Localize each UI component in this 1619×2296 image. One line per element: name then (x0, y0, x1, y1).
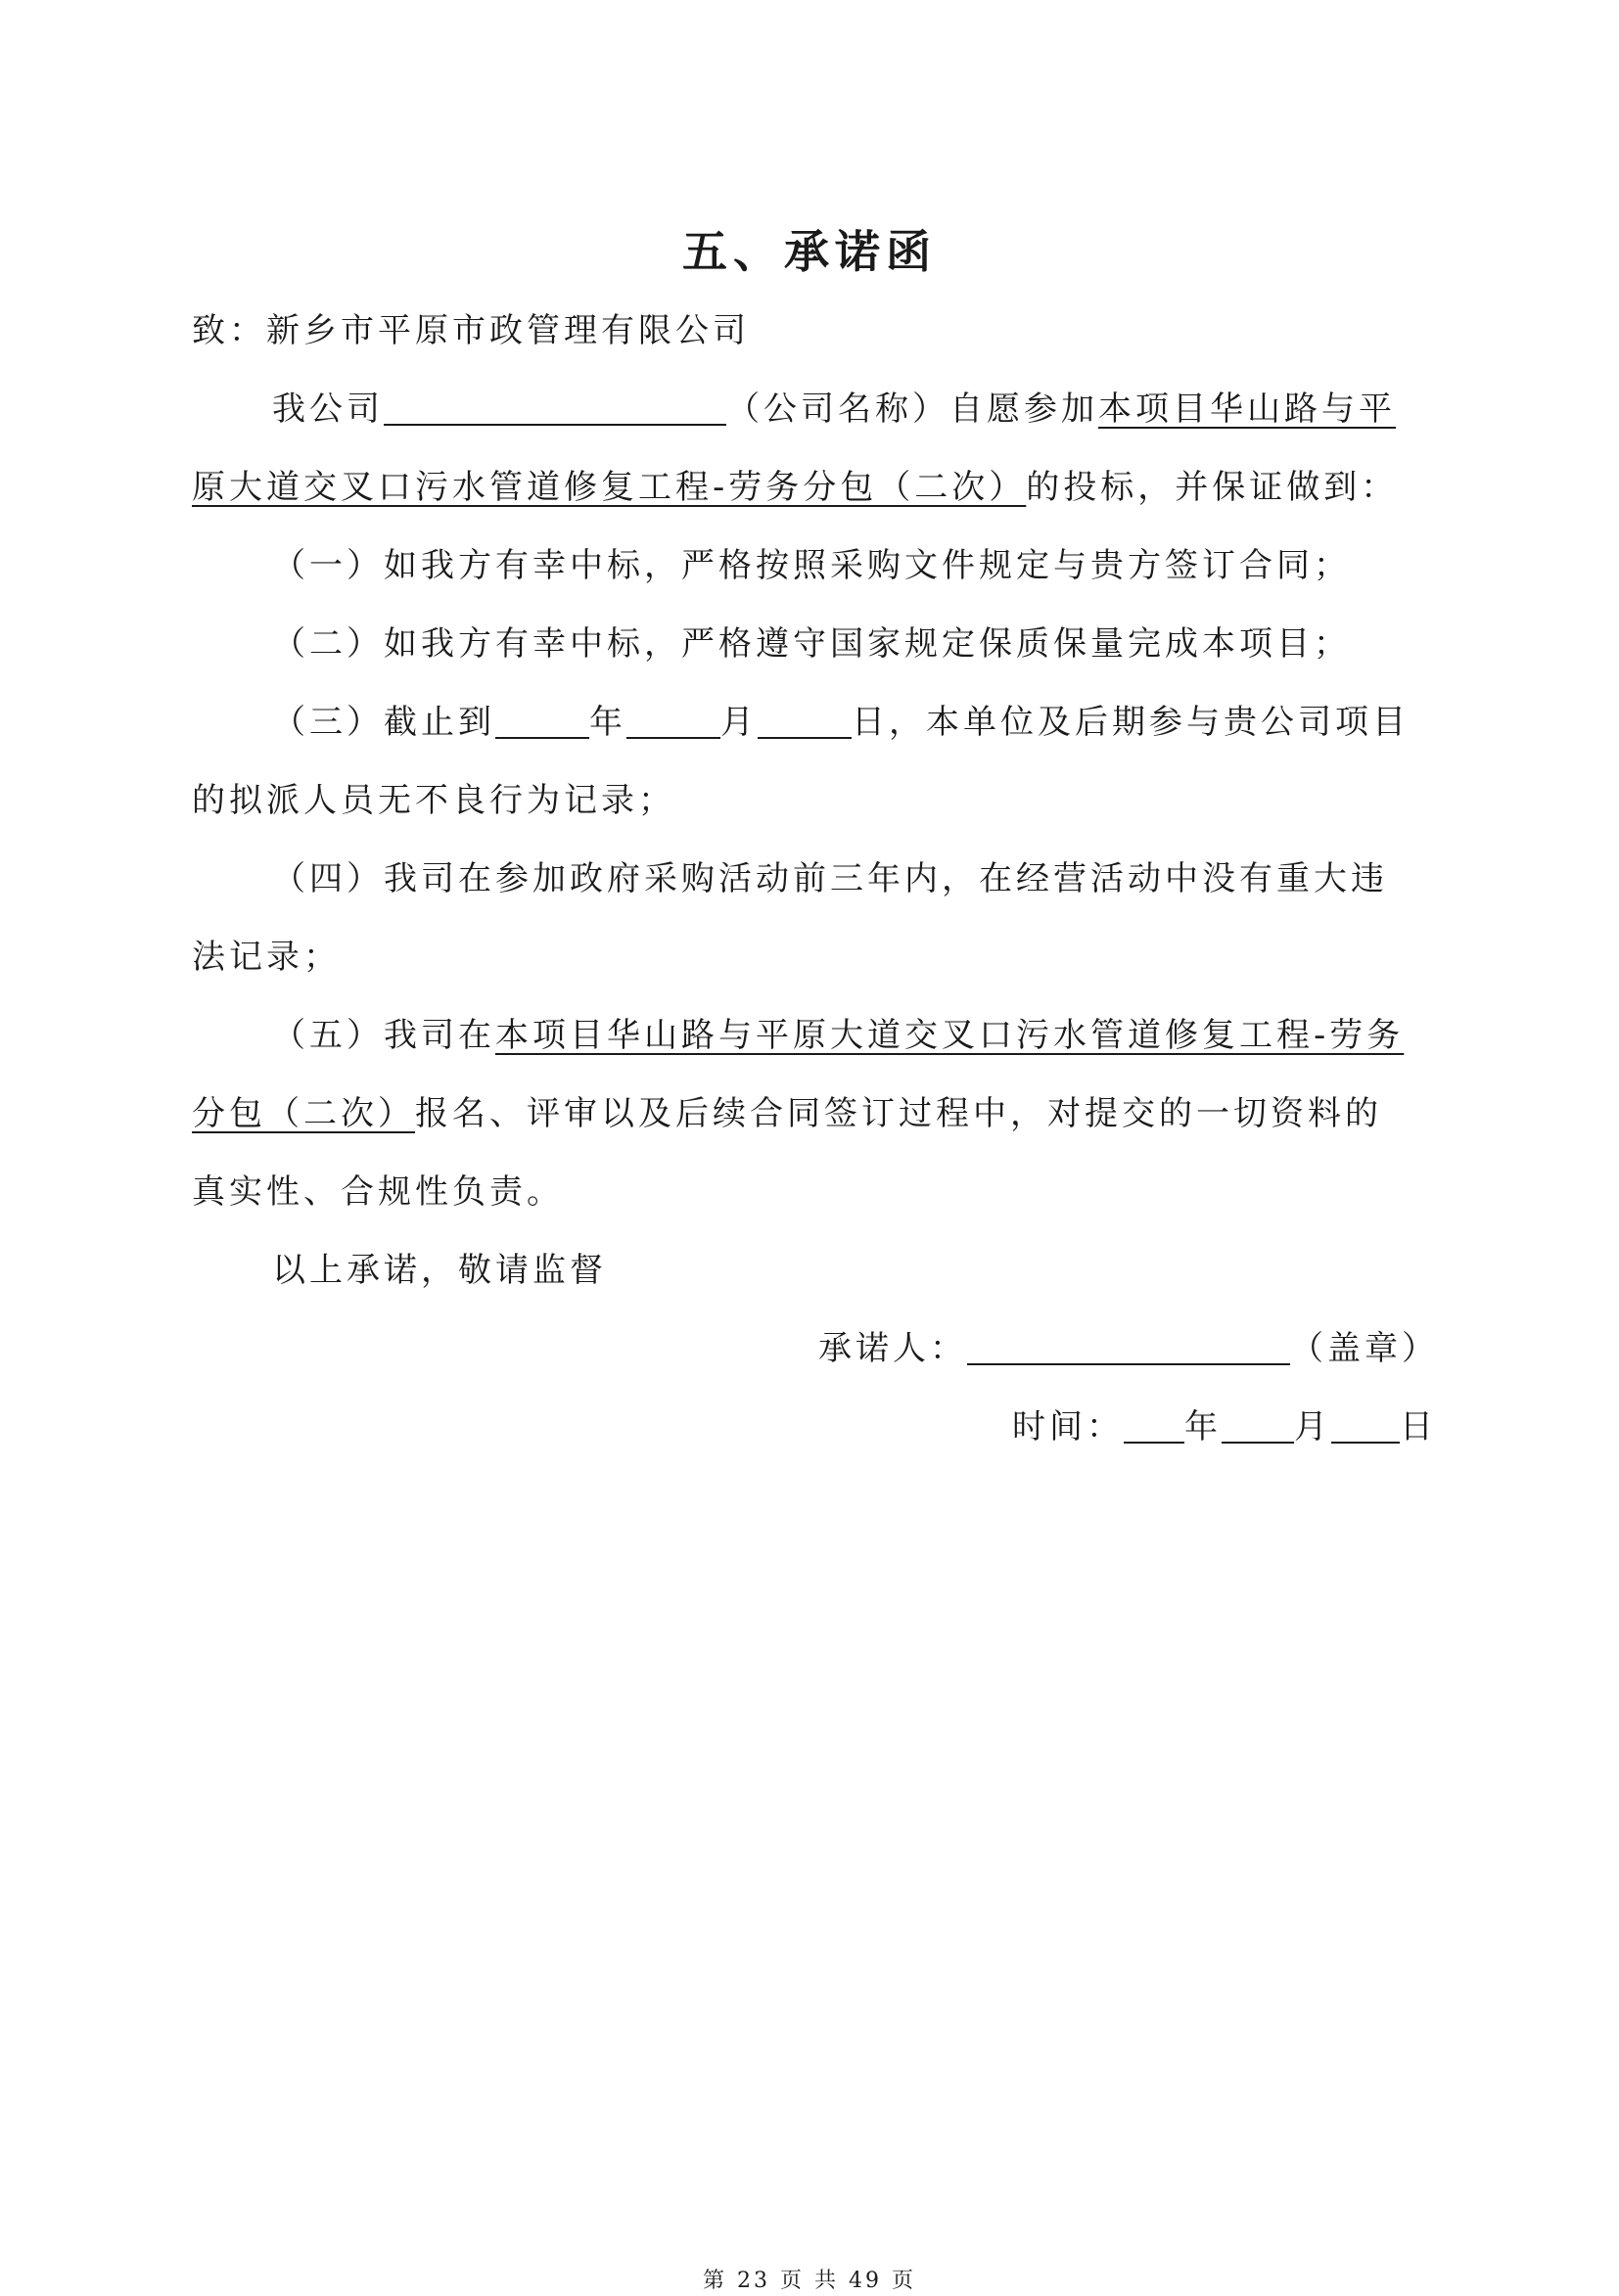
closing: 以上承诺，敬请监督 (272, 1251, 607, 1290)
stamp-label: （盖章） (1290, 1329, 1439, 1368)
item-5-line-2 (192, 1084, 1382, 1143)
page-title: 五、承诺函 (682, 225, 937, 278)
item-3-year-label: 年 (589, 703, 626, 742)
item-3-line-1 (272, 693, 1410, 752)
date-day-blank (1331, 1402, 1400, 1444)
date-label: 时间： (1012, 1407, 1124, 1446)
page-footer: 第 23 页 共 49 页 (703, 2269, 916, 2293)
item-3-day-blank (758, 698, 852, 739)
signature-line (818, 1319, 1439, 1378)
item-3-line-2: 的拟派人员无不良行为记录； (192, 781, 675, 820)
date-month-blank (1222, 1402, 1294, 1444)
item-1: （一）如我方有幸中标，严格按照采购文件规定与贵方签订合同； (272, 546, 1351, 585)
item-4-line-2: 法记录； (192, 938, 341, 977)
item-5-line-3: 真实性、合规性负责。 (192, 1172, 564, 1212)
item-3-month-label: 月 (720, 703, 758, 742)
item-3-month-blank (626, 698, 720, 739)
item-3-prefix: （三）截止到 (272, 703, 495, 742)
item-3-year-blank (495, 698, 589, 739)
item-5-project-part1: 本项目华山路与平原大道交叉口污水管道修复工程-劳务 (495, 1016, 1405, 1055)
intro-line-2 (192, 458, 1398, 517)
date-month-label: 月 (1294, 1407, 1331, 1446)
company-name-hint: （公司名称）自愿参加 (726, 390, 1098, 429)
project-name-part1: 本项目华山路与平 (1098, 390, 1396, 429)
date-year-label: 年 (1184, 1407, 1222, 1446)
signature-blank (967, 1324, 1290, 1365)
item-5-prefix: （五）我司在 (272, 1016, 495, 1055)
item-5-project-part2: 分包（二次） (192, 1094, 415, 1133)
intro-line-1 (272, 380, 1396, 438)
project-name-part2: 原大道交叉口污水管道修复工程-劳务分包（二次） (192, 468, 1027, 507)
signature-label: 承诺人： (818, 1329, 967, 1368)
item-3-day-label: 日，本单位及后期参与贵公司项目 (852, 703, 1410, 742)
item-5-rest: 报名、评审以及后续合同签订过程中，对提交的一切资料的 (415, 1094, 1382, 1133)
addressee: 致：新乡市平原市政管理有限公司 (192, 311, 750, 350)
date-day-label: 日 (1400, 1407, 1437, 1446)
company-name-blank (384, 385, 726, 426)
item-4-line-1: （四）我司在参加政府采购活动前三年内，在经营活动中没有重大违 (272, 859, 1388, 898)
intro-suffix: 的投标，并保证做到： (1026, 468, 1399, 507)
item-2: （二）如我方有幸中标，严格遵守国家规定保质保量完成本项目； (272, 624, 1351, 664)
item-5-line-1 (272, 1006, 1404, 1065)
date-year-blank (1124, 1402, 1184, 1444)
intro-prefix: 我公司 (272, 390, 384, 429)
date-line (1012, 1398, 1437, 1456)
